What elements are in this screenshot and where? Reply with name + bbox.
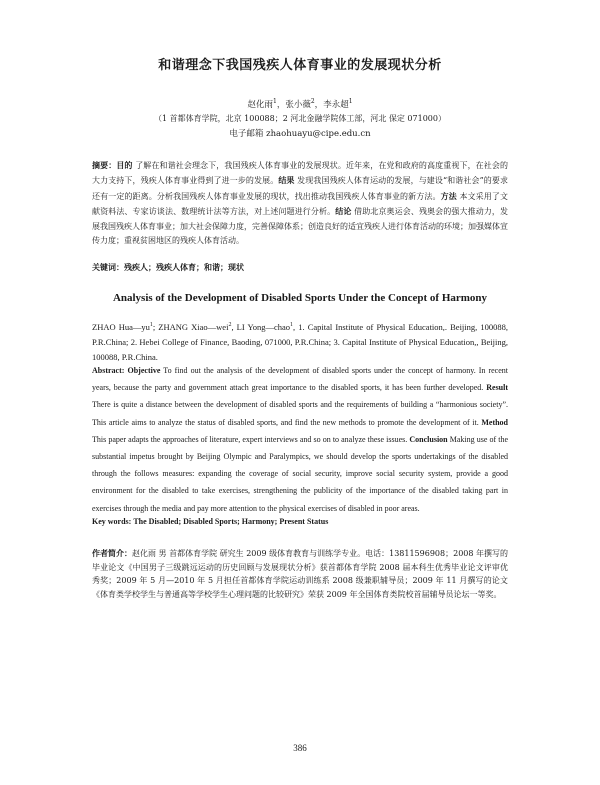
method-label: 方法	[440, 190, 457, 201]
author-affiliation-mark: 1	[348, 98, 353, 106]
keywords-label: Key words:	[92, 517, 132, 526]
method-text: This paper adapts the approaches of literature, expert interviews and so on to analyze these issues.	[92, 434, 408, 444]
chinese-keywords	[92, 262, 508, 273]
conclusion-label: 结论	[335, 206, 352, 217]
author-affiliation-mark: 1	[290, 322, 294, 328]
english-keywords	[92, 517, 508, 526]
author-affiliation-mark: 2	[310, 98, 315, 106]
author-separator: ，	[314, 100, 324, 110]
conclusion-text: 借助北京奥运会、残奥会的强大推动力，发展我国残疾人体育事业；加大社会保障力度，完善保障体系；创造良好的适宜残疾人进行体育活动的环境；加强媒体宣传力度；重视贫困地区的残疾人体育活动。	[92, 207, 509, 246]
keywords-text: 残疾人；残疾人体育；和谐；现状	[124, 262, 244, 272]
bio-label: 作者简介：	[92, 548, 133, 558]
author-bio	[92, 547, 508, 601]
method-text: 本文采用了文献资料法、专家访谈法、数理统计法等方法，对上述问题进行分析。	[92, 191, 508, 217]
author-line	[0, 98, 600, 110]
bio-text: 赵化雨 男 首都体育学院 研究生 2009 级体育教育与训练学专业。电话：13811596908；2008 年撰写的毕业论文《中国男子三级跳远运动的历史回顾与发展现状分析》获首都体育学院 2008 届本科生优秀毕业论文评审优秀奖；2009 年 5 月—2010 年 5 月担任首都体育学院运动训练系 2008 级兼职辅导员；2009 年 11 月撰写的论文《体育类学校学生与普通高等学校学生心理问题的比较研究》荣获 2009 年全国体育类院校首届辅导员论坛一等奖。	[92, 549, 509, 599]
english-title: Analysis of the Development of Disabled Sports Under the Concept of Harmony	[112, 292, 488, 304]
conclusion-text: Making use of the substantial impetus brought by Beijing Olympic and Paralympics, we should develop the sports undertakings of the disabled through the follows measures: expanding the coverage of social security, improve social security system, provide a good environment for the disabled to take exercises, strengthening the publicity of the importance of the disabled taking part in exercises through the media and pay more attention to the physical exercises of disabled in poor areas.	[92, 434, 508, 513]
chinese-abstract	[92, 158, 508, 248]
result-text: There is quite a distance between the development of disabled sports and the requirements of building a “harmonious society”. This article aims to analyze the status of disabled sports, and find the new methods to promote the development of it.	[92, 400, 508, 427]
english-authors	[92, 318, 508, 365]
keywords-label: 关键词：	[92, 262, 124, 272]
keywords-text: The Disabled; Disabled Sports; Harmony; Present Status	[133, 517, 329, 526]
author-name: ; ZHANG Xiao—wei	[152, 321, 229, 332]
conclusion-label: Conclusion	[409, 434, 448, 444]
objective-label: 目的	[116, 160, 133, 170]
author-affiliation-mark: 1	[272, 98, 277, 106]
author-affiliation-mark: 1	[149, 322, 153, 328]
method-label: Method	[481, 417, 509, 427]
author-affiliation-mark: 2	[228, 322, 232, 328]
result-text: 发现我国残疾人体育运动的发展，与建设“和谐社会”的要求还有一定的距离。分析我国残疾人体育事业发展的现状，找出推动我国残疾人体育事业的新方法。	[92, 176, 508, 201]
abstract-label: 摘要：	[92, 160, 117, 170]
objective-text: To find out the analysis of the development of disabled sports under the concept of harmony. In recent years, because the party and government attach great importance to the disabled sports, it has been further developed.	[92, 366, 509, 393]
author-separator: ，	[276, 100, 286, 110]
result-label: 结果	[278, 175, 295, 186]
result-label: Result	[486, 383, 509, 393]
author-name: 赵化雨	[247, 100, 273, 110]
author-name: 李永超	[323, 100, 349, 110]
author-name: ZHAO Hua—yu	[92, 321, 150, 332]
objective-label: Objective	[127, 366, 161, 375]
author-name: 张小薇	[285, 100, 311, 110]
author-name: , LI Yong—chao	[231, 321, 291, 332]
email-line: 电子邮箱 zhaohuayu@cipe.edu.cn	[229, 129, 371, 139]
affiliation: （1 首都体育学院，北京 100088；2 河北金融学院体工部，河北 保定 071000）	[154, 114, 446, 123]
english-abstract	[92, 362, 508, 517]
chinese-title: 和谐理念下我国残疾人体育事业的发展现状分析	[158, 58, 442, 73]
abstract-label: Abstract:	[92, 366, 125, 375]
affiliation-text: , 1. Capital Institute of Physical Education,. Beijing, 100088, P.R.China; 2. Hebei College of Finance, Baoding, 071000, P.R.China; 3. Capital Institute of Physical Education,, Beijing, 100088, P.R.China.	[92, 321, 508, 362]
objective-text: 了解在和谐社会理念下，我国残疾人体育事业的发展现状。近年来，在党和政府的高度重视下，在社会的大力支持下，残疾人体育事业得到了进一步的发展。	[92, 161, 509, 186]
page-number: 386	[293, 743, 307, 753]
